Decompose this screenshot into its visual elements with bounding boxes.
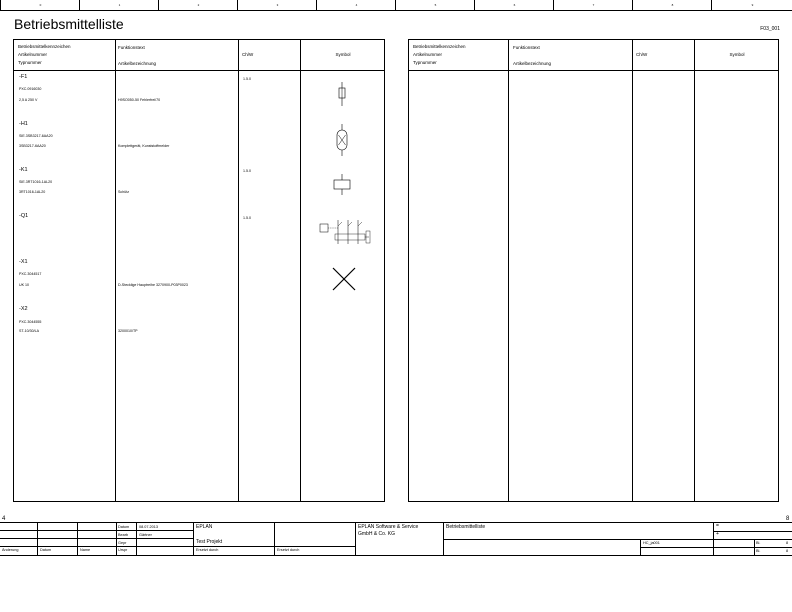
device-typ: 3RT1016-1AL20 bbox=[19, 190, 46, 194]
header-funktionstext: Funktionstext bbox=[513, 45, 540, 50]
ruler-cell-1: 1 bbox=[79, 0, 159, 10]
tb-hline bbox=[443, 539, 792, 540]
header-artnr: Artikelnummer bbox=[413, 52, 443, 57]
tb-datum-label: Datum bbox=[40, 548, 52, 552]
ruler-cell-9: 9 bbox=[711, 0, 792, 10]
header-chw: Ch/W bbox=[242, 52, 254, 57]
tb-datum-value: 08.07.2013 bbox=[139, 525, 159, 529]
tb-gepr: Gepr bbox=[118, 541, 127, 545]
device-table-right bbox=[408, 39, 779, 502]
tb-blatt: Bl. bbox=[756, 541, 761, 545]
device-id: -Q1 bbox=[19, 213, 29, 219]
tb-divider bbox=[116, 523, 117, 555]
tb-bearb-value: Gärtner bbox=[139, 533, 152, 537]
device-typ: UK 10 bbox=[19, 283, 29, 287]
tb-ersetzt-durch: Ersetzt durch bbox=[196, 548, 219, 552]
coil-icon bbox=[329, 172, 355, 198]
device-id: -X2 bbox=[19, 306, 28, 312]
device-art: PXC.3044555 bbox=[19, 320, 42, 324]
device-art: SIE.3SB3217-6AA20 bbox=[19, 134, 53, 138]
tb-divider bbox=[274, 523, 275, 555]
device-typ: ST-10/30/LA bbox=[19, 329, 39, 333]
tb-plus: + bbox=[716, 531, 719, 537]
ruler-cell-7: 7 bbox=[553, 0, 633, 10]
ruler-cell-2: 2 bbox=[158, 0, 238, 10]
edge-marker-right: 8 bbox=[786, 516, 790, 522]
tb-divider bbox=[136, 523, 137, 555]
col-divider bbox=[632, 40, 633, 501]
tb-company-2: GmbH & Co. KG bbox=[358, 531, 395, 537]
tb-divider bbox=[77, 523, 78, 555]
tb-bearb: Bearb bbox=[118, 533, 129, 537]
page-title: Betriebsmittelliste bbox=[14, 16, 124, 32]
tb-divider bbox=[193, 523, 194, 555]
tb-name-label: Name bbox=[80, 548, 91, 552]
column-ruler bbox=[0, 0, 792, 11]
col-divider bbox=[115, 40, 116, 501]
device-art: PXC.3044517 bbox=[19, 272, 42, 276]
device-chw: 1.5.0 bbox=[243, 77, 251, 81]
header-symbol: Symbol bbox=[729, 52, 745, 57]
tb-aenderung: Änderung bbox=[2, 548, 19, 552]
tb-divider bbox=[355, 523, 356, 555]
not-placed-x-icon bbox=[332, 267, 356, 291]
tb-hline bbox=[0, 538, 193, 539]
ruler-cell-5: 5 bbox=[395, 0, 475, 10]
tb-hline bbox=[640, 547, 792, 548]
device-id: -K1 bbox=[19, 167, 28, 173]
tb-blaetter: Bl. bbox=[756, 549, 761, 553]
device-chw: 1.5.0 bbox=[243, 169, 251, 173]
title-block bbox=[0, 522, 792, 556]
device-desc: Schütz bbox=[118, 190, 129, 194]
tb-company-short: EPLAN bbox=[196, 524, 213, 530]
device-table-left bbox=[13, 39, 385, 502]
tb-hline bbox=[0, 530, 193, 531]
device-desc: D-Stecklige Hauptreihe 3270900-P03P0023 bbox=[118, 283, 188, 287]
col-divider bbox=[238, 40, 239, 501]
device-chw: 1.5.0 bbox=[243, 216, 251, 220]
ruler-cell-8: 8 bbox=[632, 0, 712, 10]
device-desc: 3200010/TP bbox=[118, 329, 138, 333]
tb-divider bbox=[37, 523, 38, 555]
header-divider bbox=[409, 70, 778, 71]
header-typnr: Typnummer bbox=[413, 60, 437, 65]
header-chw: Ch/W bbox=[636, 52, 648, 57]
col-divider bbox=[694, 40, 695, 501]
tb-blaetter-value: 8 bbox=[786, 549, 789, 553]
device-art: PXC.0916030 bbox=[19, 87, 42, 91]
header-symbol: Symbol bbox=[335, 52, 351, 57]
device-id: -F1 bbox=[19, 74, 28, 80]
ruler-cell-6: 6 bbox=[474, 0, 554, 10]
header-artikelbezeichnung: Artikelbezeichnung bbox=[513, 61, 552, 66]
header-bmk: Betriebsmittelkennzeichen bbox=[413, 44, 466, 49]
device-typ: 3SB3217-6AA20 bbox=[19, 144, 46, 148]
tb-project: Test Projekt bbox=[196, 539, 223, 545]
tb-hline bbox=[0, 546, 355, 547]
device-desc: Komplettgerät, Kunststoffmelder bbox=[118, 144, 170, 148]
fuse-icon bbox=[332, 80, 352, 110]
device-desc: H9SO050-50 Fehlerfrei/70 bbox=[118, 98, 161, 102]
device-id: -X1 bbox=[19, 259, 28, 265]
tb-datum: Datum bbox=[118, 525, 130, 529]
sheet-id: F03_001 bbox=[760, 26, 780, 32]
tb-eq: = bbox=[716, 523, 719, 529]
lamp-icon bbox=[332, 122, 352, 160]
edge-marker-left: 4 bbox=[2, 516, 6, 522]
ruler-cell-0: 0 bbox=[0, 0, 80, 10]
tb-blatt-value: 8 bbox=[786, 541, 789, 545]
tb-hline bbox=[713, 531, 792, 532]
header-funktionstext: Funktionstext bbox=[118, 45, 145, 50]
circuit-breaker-icon bbox=[316, 216, 372, 250]
tb-code: HC_ja001 bbox=[643, 541, 660, 545]
tb-company: EPLAN Software & Service bbox=[358, 524, 419, 530]
header-artikelbezeichnung: Artikelbezeichnung bbox=[118, 61, 157, 66]
ruler-cell-4: 4 bbox=[316, 0, 396, 10]
col-divider bbox=[508, 40, 509, 501]
tb-doc-title: Betriebsmittelliste bbox=[446, 524, 486, 530]
col-divider bbox=[300, 40, 301, 501]
tb-urspr: Urspr bbox=[118, 548, 128, 552]
ruler-cell-3: 3 bbox=[237, 0, 317, 10]
header-typnr: Typnummer bbox=[18, 60, 42, 65]
header-artnr: Artikelnummer bbox=[18, 52, 48, 57]
device-typ: 2,5 A 250 V bbox=[19, 98, 38, 102]
tb-ersetzt-fuer: Ersetzt durch bbox=[277, 548, 300, 552]
header-bmk: Betriebsmittelkennzeichen bbox=[18, 44, 71, 49]
device-id: -H1 bbox=[19, 121, 28, 127]
device-art: SIE.3RT1016-1AL20 bbox=[19, 180, 53, 184]
header-divider bbox=[14, 70, 384, 71]
